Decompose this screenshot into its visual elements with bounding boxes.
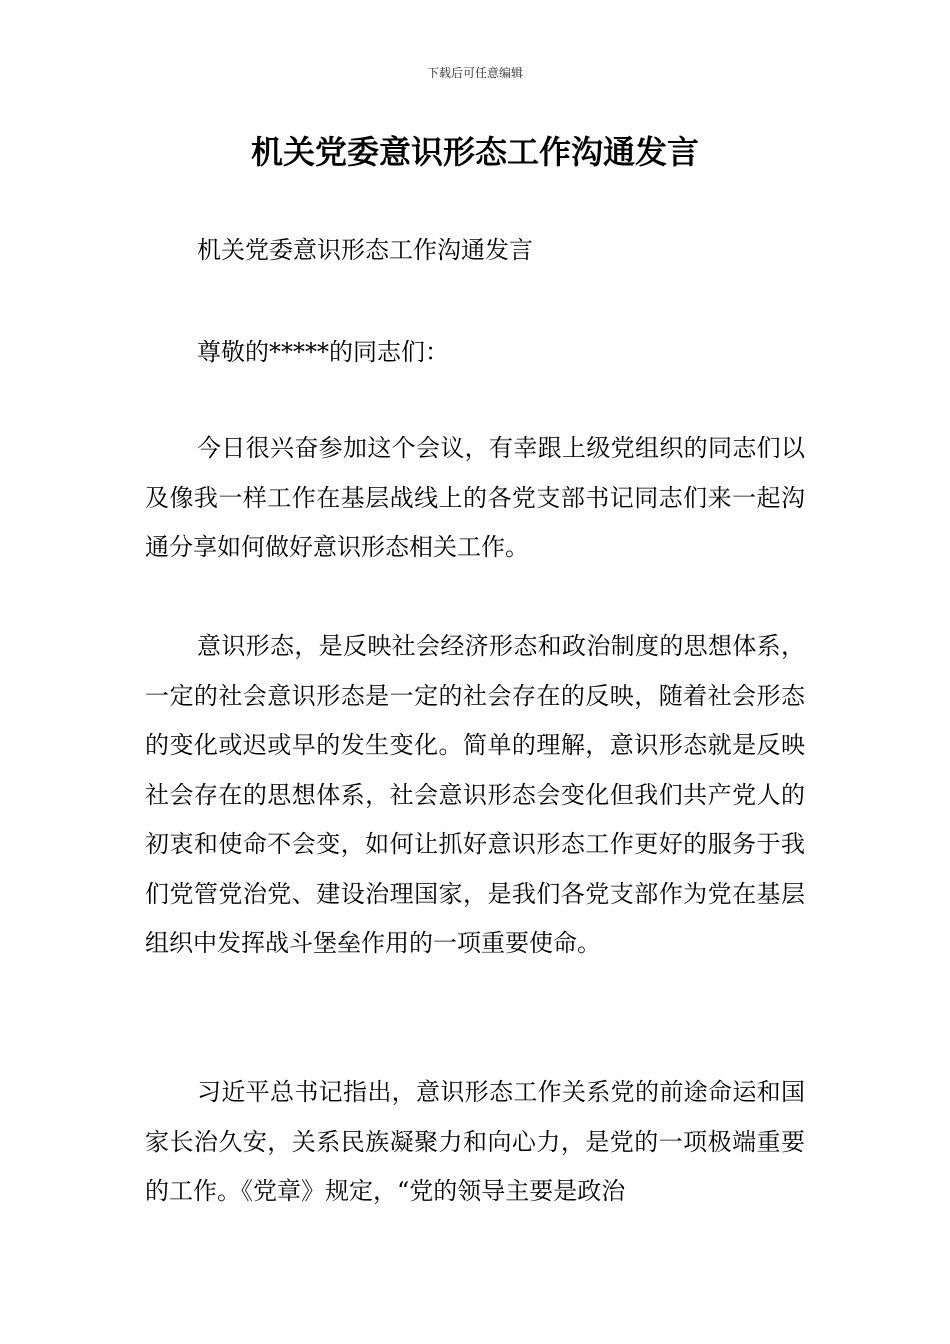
subtitle-paragraph: 机关党委意识形态工作沟通发言 bbox=[197, 236, 533, 264]
body-paragraph-intro: 今日很兴奋参加这个会议，有幸跟上级党组织的同志们以及像我一样工作在基层战线上的各党支部书记同志们来一起沟通分享如何做好意识形态相关工作。 bbox=[145, 434, 805, 561]
salutation-paragraph: 尊敬的*****的同志们： bbox=[197, 338, 449, 366]
body-paragraph-ideology: 意识形态，是反映社会经济形态和政治制度的思想体系，一定的社会意识形态是一定的社会存在的反映，随着社会形态的变化或迟或早的发生变化。简单的理解，意识形态就是反映社会存在的思想体系，社会意识形态会变化但我们共产党人的初衷和使命不会变，如何让抓好意识形态工作更好的服务于我们党管党治党、建设治理国家，是我们各党支部作为党在基层组织中发挥战斗堡垒作用的一项重要使命。 bbox=[145, 632, 805, 957]
header-note: 下载后可任意编辑 bbox=[426, 66, 523, 80]
body-paragraph-quote: 习近平总书记指出，意识形态工作关系党的前途命运和国家长治久安，关系民族凝聚力和向心力，是党的一项极端重要的工作。《党章》规定，“党的领导主要是政治 bbox=[145, 1078, 805, 1205]
page-title: 机关党委意识形态工作沟通发言 bbox=[250, 133, 699, 171]
